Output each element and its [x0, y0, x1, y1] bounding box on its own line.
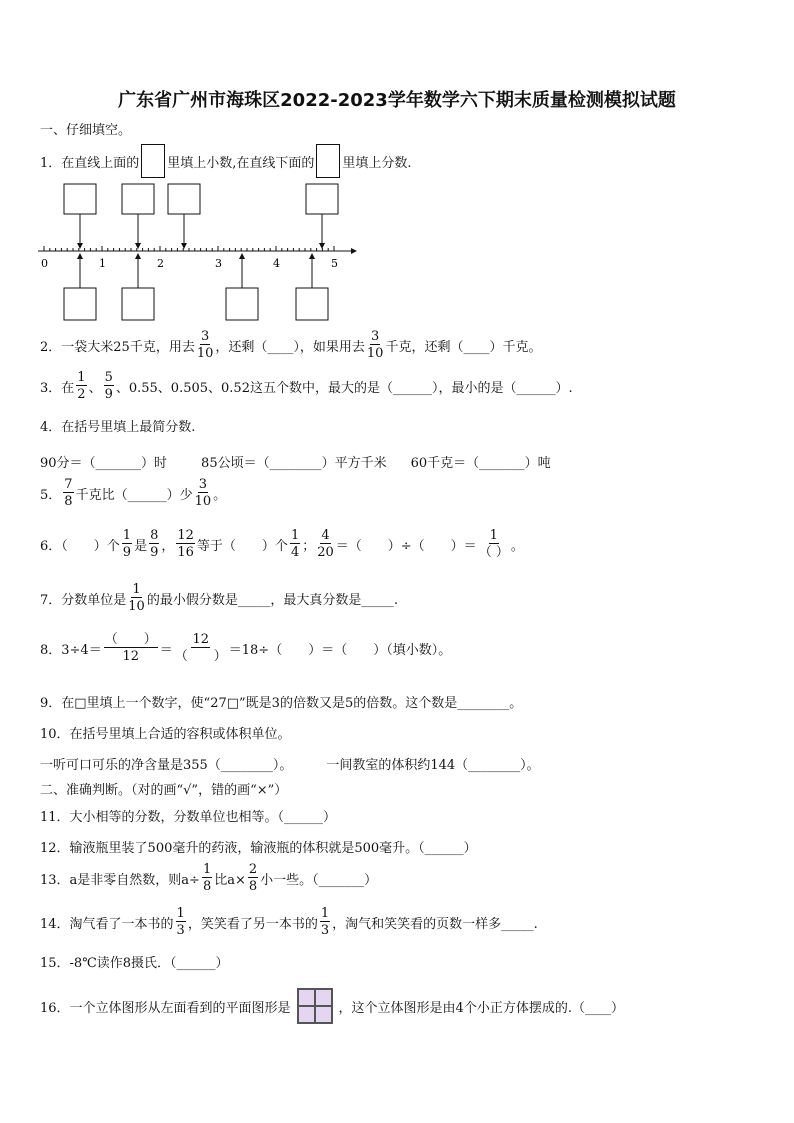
numerator: 1: [290, 528, 300, 543]
q10-item-b: 一间教室的体积约144（________）。: [326, 758, 540, 773]
q6-text-d: 等于（ ）个: [196, 538, 288, 554]
denominator: 10: [128, 599, 145, 614]
numerator: 1: [77, 370, 86, 385]
q2-text-c: 千克，还剩（____）千克。: [385, 339, 542, 355]
denominator: 3: [320, 923, 330, 938]
denominator: 8: [64, 494, 73, 509]
fraction-answer-box[interactable]: [226, 288, 258, 320]
q8-text-c: ＝18÷（ ）＝（ ）（填小数）。: [228, 642, 452, 658]
q13-text-a: 13．a是非零自然数，则a÷: [40, 872, 200, 888]
q14-text-b: ，笑笑看了另一本书的: [187, 916, 318, 932]
fraction: [479, 529, 509, 559]
question-1: [40, 144, 412, 178]
fraction: [290, 529, 300, 559]
numerator: 2: [248, 862, 258, 877]
question-12: 12．输液瓶里装了500毫升的药液，输液瓶的体积就是500毫升。（______）: [40, 841, 477, 856]
question-2: [40, 330, 541, 360]
denominator: 10: [196, 346, 214, 361]
minor-ticks: [44, 246, 334, 251]
question-7: [40, 583, 398, 613]
numerator: 1: [176, 906, 185, 921]
fraction: [367, 330, 384, 360]
q3-text-b: 、0.55、0.505、0.52这五个数中，最大的是（______），最小的是（______）.: [115, 380, 573, 396]
fraction: [175, 633, 227, 663]
denominator: 9: [104, 387, 113, 402]
q16-text-a: 16．一个立体图形从左面看到的平面图形是: [40, 1000, 291, 1016]
q13-text-c: 小一些。（_______）: [260, 872, 378, 888]
tick-label: 3: [215, 257, 222, 270]
q6-text-g: 。: [510, 538, 524, 554]
question-8: [40, 633, 451, 663]
q13-text-b: 比a×: [214, 872, 246, 888]
numerator: 1: [202, 862, 212, 877]
q1-text-b: 里填上小数,在直线下面的: [167, 155, 315, 171]
decimal-answer-box[interactable]: [168, 184, 200, 214]
question-9: 9．在□里填上一个数字，使“27□”既是3的倍数又是5的倍数。这个数是________。: [40, 696, 523, 711]
q4-item-c: 60千克＝（_______）吨: [410, 456, 551, 471]
fraction: [317, 529, 334, 559]
question-13: [40, 863, 377, 893]
numerator: 5: [104, 370, 113, 385]
numerator: 7: [64, 477, 73, 492]
q6-text-a: 6．（ ）个: [40, 538, 120, 554]
q6-text-f: ＝（ ）÷（ ）＝: [335, 538, 477, 554]
q4-item-b: 85公顷＝（________）平方千米: [201, 456, 387, 471]
fraction: [63, 478, 73, 508]
numerator: 1: [489, 528, 498, 543]
denominator: 16: [177, 545, 194, 560]
tick-labels: [41, 257, 338, 270]
question-5: [40, 478, 226, 508]
answer-box[interactable]: [141, 144, 165, 178]
denominator: 2: [77, 387, 86, 402]
q14-text-a: 14．淘气看了一本书的: [40, 916, 174, 932]
denominator: 12: [122, 649, 139, 664]
numerator: 12: [192, 632, 210, 647]
question-16: [40, 988, 624, 1024]
numerator: 12: [177, 528, 194, 543]
denominator: （ ）: [478, 545, 509, 560]
q10-item-a: 一听可口可乐的净含量是355（________）。: [40, 758, 293, 773]
question-10: 10．在括号里填上合适的容积或体积单位。: [40, 727, 291, 742]
denominator: 8: [248, 879, 258, 894]
numerator: 3: [200, 329, 210, 344]
q2-text-b: ，还剩（____），如果用去: [215, 339, 365, 355]
tick-label: 1: [99, 257, 106, 270]
page-title: 广东省广州市海珠区2022-2023学年数学六下期末质量检测模拟试题: [118, 90, 676, 111]
numerator: 3: [198, 477, 207, 492]
q14-text-c: ，淘气和笑笑看的页数一样多_____.: [332, 916, 538, 932]
fraction-answer-box[interactable]: [64, 288, 96, 320]
q7-text-b: 的最小假分数是_____，最大真分数是_____.: [146, 592, 398, 608]
tick-label: 5: [331, 257, 338, 270]
question-3: [40, 371, 573, 401]
answer-box[interactable]: [316, 144, 340, 178]
tick-label: 0: [41, 257, 48, 270]
denominator: （ ）: [174, 649, 227, 664]
fraction: [104, 371, 114, 401]
four-square-view-icon: [297, 988, 333, 1024]
q16-text-b: ，这个立体图形是由4个小正方体摆成的.（____）: [338, 1000, 624, 1016]
q1-text-c: 里填上分数.: [342, 155, 412, 171]
tick-label: 4: [273, 257, 280, 270]
section-1-heading: 一、仔细填空。: [40, 123, 132, 138]
fraction: [104, 633, 158, 663]
section-2-heading: 二、准确判断。（对的画“√”，错的画“×”）: [40, 783, 288, 798]
numerator: 1: [132, 582, 141, 597]
q8-text-b: ＝: [159, 642, 173, 658]
numerator: 4: [321, 528, 330, 543]
fraction: [176, 907, 186, 937]
question-15: 15．-8℃读作8摄氏．（______）: [40, 956, 229, 971]
denominator: 9: [150, 545, 159, 560]
question-11: 11．大小相等的分数，分数单位也相等。（______）: [40, 810, 337, 825]
numerator: 1: [320, 906, 330, 921]
fraction-answer-box[interactable]: [296, 288, 328, 320]
fraction: [197, 330, 214, 360]
tick-label: 2: [157, 257, 164, 270]
fraction: [122, 529, 132, 559]
q5-text-a: 5．: [40, 487, 62, 503]
fraction: [128, 583, 145, 613]
q1-text-a: 1．在直线上面的: [40, 155, 140, 171]
fraction: [195, 478, 212, 508]
denominator: 20: [317, 545, 334, 560]
q5-text-c: 。: [213, 487, 227, 503]
q8-text-a: 8．3÷4＝: [40, 642, 102, 658]
q4-item-a: 90分＝（_______）时: [40, 456, 168, 471]
question-14: [40, 907, 538, 937]
question-6: [40, 529, 524, 559]
denominator: 3: [176, 923, 185, 938]
q7-text-a: 7．分数单位是: [40, 592, 127, 608]
decimal-answer-box[interactable]: [306, 184, 338, 214]
fraction: [176, 529, 195, 559]
numerator: 8: [150, 528, 159, 543]
fraction: [202, 863, 212, 893]
q6-text-b: 是: [134, 538, 148, 554]
denominator: 10: [366, 346, 384, 361]
denominator: 8: [202, 879, 212, 894]
fraction: [320, 907, 330, 937]
question-4: 4．在括号里填上最简分数.: [40, 420, 196, 435]
separator: 、: [88, 380, 102, 396]
decimal-answer-box[interactable]: [122, 184, 154, 214]
q6-text-c: ，: [161, 538, 175, 554]
fraction-answer-box[interactable]: [122, 288, 154, 320]
denominator: 10: [194, 494, 212, 509]
q3-text-a: 3．在: [40, 380, 75, 396]
fraction: [248, 863, 258, 893]
question-10-items: [40, 754, 540, 773]
denominator: 9: [122, 545, 132, 560]
fraction: [76, 371, 86, 401]
denominator: 4: [290, 545, 300, 560]
fraction: [149, 529, 159, 559]
q6-text-e: ；: [302, 538, 316, 554]
q5-text-b: 千克比（______）少: [75, 487, 193, 503]
numerator: （ ）: [104, 632, 157, 647]
numerator: 3: [371, 329, 380, 344]
number-line-diagram: [36, 180, 366, 325]
q2-text-a: 2．一袋大米25千克，用去: [40, 339, 195, 355]
question-4-items: [40, 452, 551, 471]
decimal-answer-box[interactable]: [64, 184, 96, 214]
numerator: 1: [122, 528, 132, 543]
